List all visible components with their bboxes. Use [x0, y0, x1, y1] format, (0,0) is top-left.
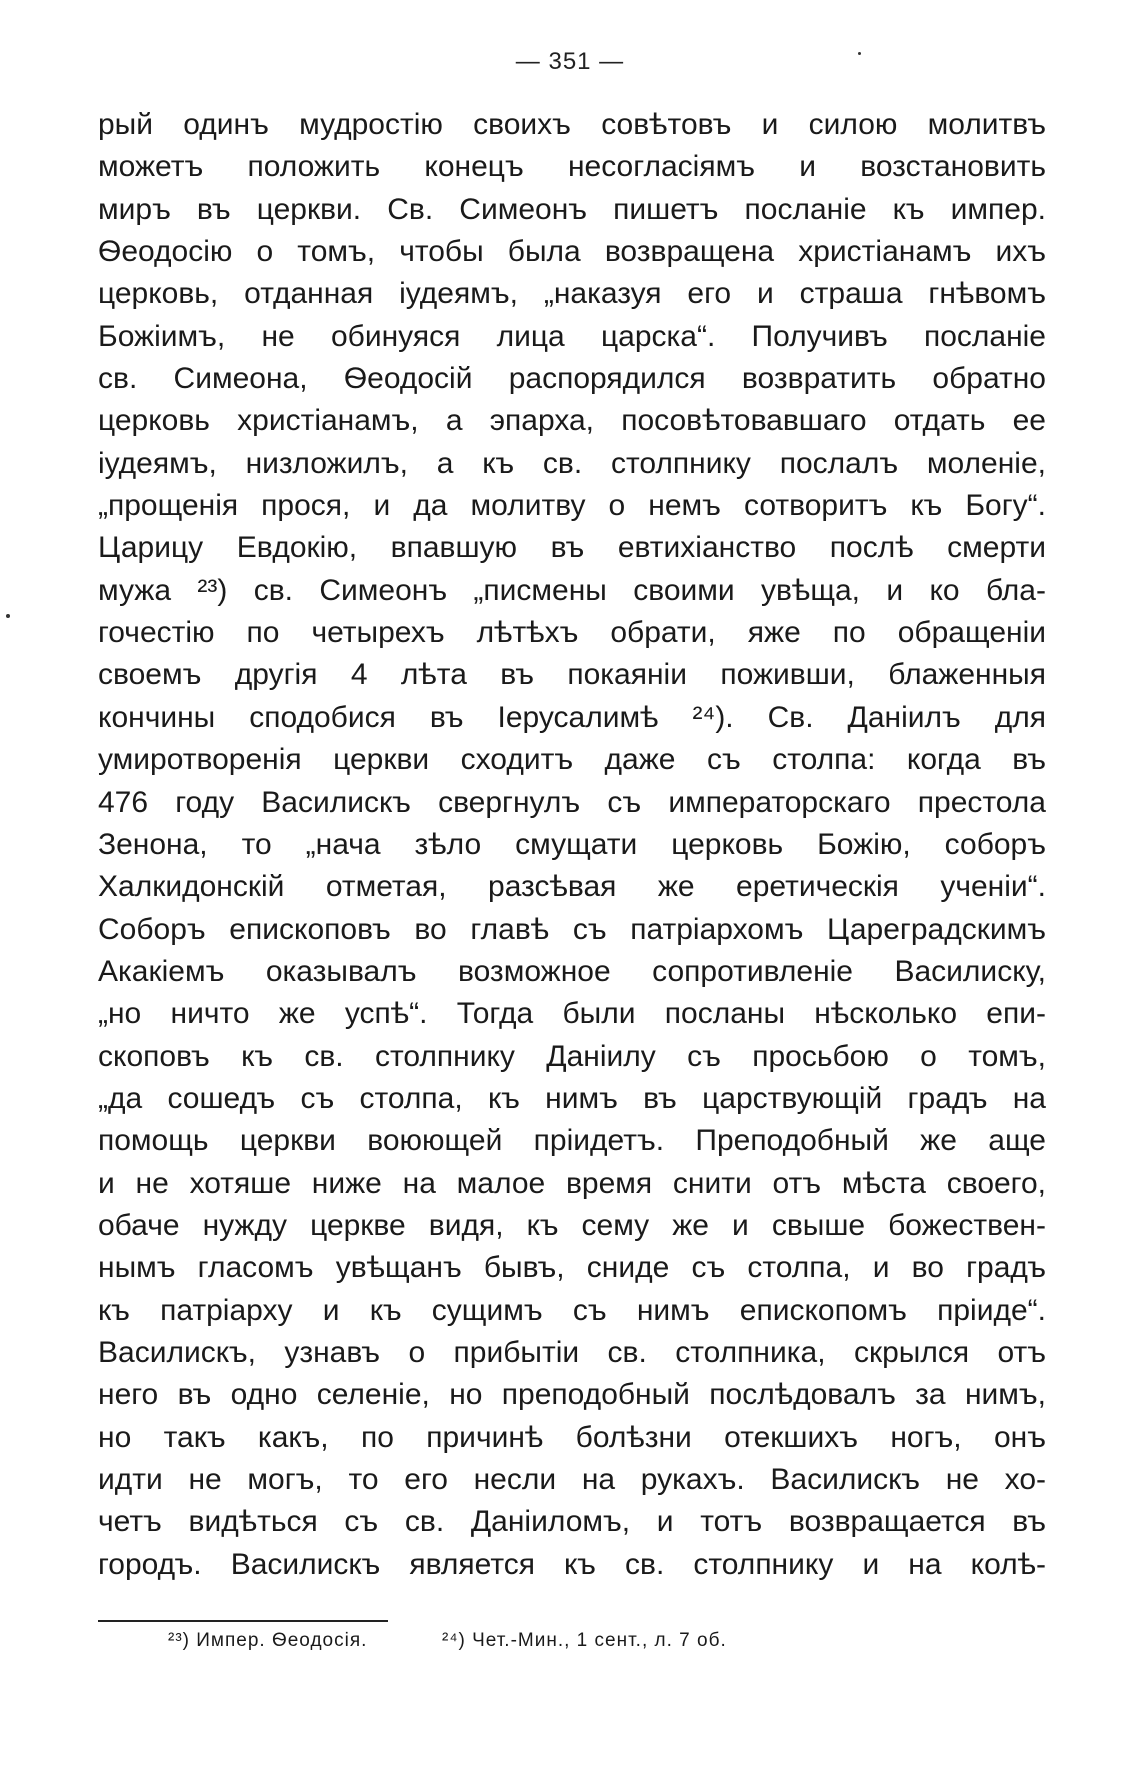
text-line: церковь христіанамъ, а эпарха, посовѣтовавшаго отдать ее [98, 404, 1046, 438]
text-line: гочестію по четырехъ лѣтѣхъ обрати, яже по обращеніи [98, 616, 1046, 650]
text-line: Царицу Евдокію, впавшую въ евтихіанство послѣ смерти [98, 531, 1046, 565]
text-line: него въ одно селеніе, но преподобный послѣдовалъ за нимъ, [98, 1378, 1046, 1412]
text-line: Соборъ епископовъ во главѣ съ патріархомъ Цареградскимъ [98, 912, 1046, 946]
scan-speck [6, 614, 10, 618]
text-line: „прощенія прося, и да молитву о немъ сотворитъ къ Богу“. [98, 489, 1046, 523]
footnote-23: ²³) Импер. Ѳеодосія. [168, 1630, 368, 1651]
footnote-divider [98, 1620, 388, 1622]
text-line: городъ. Василискъ является къ св. столпнику и на колѣ- [98, 1547, 1046, 1581]
text-line: Акакіемъ оказывалъ возможное сопротивленіе Василиску, [98, 954, 1046, 988]
page-number: — 351 — [515, 48, 625, 75]
text-line: умиротворенія церкви сходитъ даже съ столпа: когда въ [98, 743, 1046, 777]
text-line: своемъ другія 4 лѣта въ покаяніи поживши, блаженныя [98, 658, 1046, 692]
text-line: можетъ положить конецъ несогласіямъ и возстановить [98, 150, 1046, 184]
text-line: „но ничто же успѣ“. Тогда были посланы нѣсколько епи- [98, 997, 1046, 1031]
footnote-24: ²⁴) Чет.-Мин., 1 сент., л. 7 об. [442, 1630, 727, 1651]
text-line: идти не могъ, то его несли на рукахъ. Василискъ не хо- [98, 1463, 1046, 1496]
text-line: „да сошедъ съ столпа, къ нимъ въ царствующій градъ на [98, 1081, 1046, 1115]
text-line: 476 году Василискъ свергнулъ съ императорскаго престола [98, 785, 1046, 819]
text-line: Зенона, то „нача зѣло смущати церковь Божію, соборъ [98, 827, 1046, 861]
text-line: Божіимъ, не обинуяся лица царска“. Получивъ посланіе [98, 319, 1046, 353]
text-line: къ патріарху и къ сущимъ съ нимъ епископомъ пріиде“. [98, 1293, 1046, 1327]
body-text [98, 104, 1046, 1586]
text-line: скоповъ къ св. столпнику Даніилу съ просьбою о томъ, [98, 1039, 1046, 1073]
text-line: четъ видѣться съ св. Даніиломъ, и тотъ возвращается въ [98, 1505, 1046, 1539]
text-line: Халкидонскій отметая, разсѣвая же еретическія ученіи“. [98, 870, 1046, 904]
text-line: іудеямъ, низложилъ, а къ св. столпнику послалъ моленіе, [98, 446, 1046, 480]
scan-speck [858, 52, 861, 55]
text-line: нымъ гласомъ увѣщанъ бывъ, сниде съ столпа, и во градъ [98, 1251, 1046, 1285]
text-line: Василискъ, узнавъ о прибытіи св. столпника, скрылся отъ [98, 1335, 1046, 1369]
text-line: церковь, отданная іудеямъ, „наказуя его и страша гнѣвомъ [98, 277, 1046, 311]
text-line: рый одинъ мудростію своихъ совѣтовъ и силою молитвъ [98, 108, 1046, 141]
text-line: и не хотяше ниже на малое время снити отъ мѣста своего, [98, 1166, 1046, 1200]
text-line: обаче нужду церкве видя, къ сему же и свыше божествен- [98, 1208, 1046, 1242]
text-line: миръ въ церкви. Св. Симеонъ пишетъ посланіе къ импер. [98, 192, 1046, 226]
text-line: но такъ какъ, по причинѣ болѣзни отекшихъ ногъ, онъ [98, 1420, 1046, 1454]
text-line: помощь церкви воюющей пріидетъ. Преподобный же аще [98, 1124, 1046, 1158]
text-line: кончины сподобися въ Іерусалимѣ ²⁴). Св. Даніилъ для [98, 700, 1046, 734]
text-line: Ѳеодосію о томъ, чтобы была возвращена христіанамъ ихъ [98, 235, 1046, 269]
text-line: мужа ²³) св. Симеонъ „писмены своими увѣща, и ко бла- [98, 573, 1046, 607]
text-line: св. Симеона, Ѳеодосій распорядился возвратить обратно [98, 362, 1046, 396]
